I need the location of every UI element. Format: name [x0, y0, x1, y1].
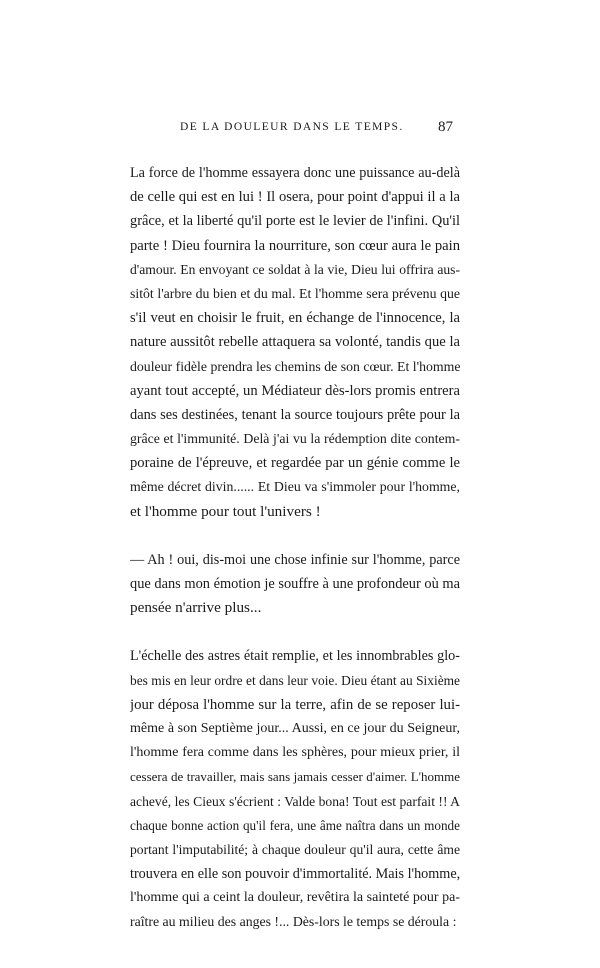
- text-line: s'il veut en choisir le fruit, en échange de l'innocence, la: [130, 310, 460, 327]
- text-line: l'homme qui a ceint la douleur, revêtira la sainteté pour pa-: [130, 890, 460, 906]
- text-line: d'amour. En envoyant ce soldat à la vie, Dieu lui offrira aus-: [130, 261, 460, 277]
- text-line: grâce, et la liberté qu'il porte est le levier de l'infini. Qu'il: [130, 213, 460, 230]
- text-line: même à son Septième jour... Aussi, en ce jour du Seigneur,: [130, 720, 460, 736]
- text-line: bes mis en leur ordre et dans leur voie. Dieu étant au Sixième: [130, 672, 460, 688]
- text-line: L'échelle des astres était remplie, et les innombrables glo-: [130, 648, 460, 665]
- paragraph-2: [130, 548, 460, 621]
- paragraph-gap: [130, 524, 460, 548]
- text-line: dans ses destinées, tenant la source toujours prête pour la: [130, 406, 460, 423]
- text-line: achevé, les Cieux s'écrient : Valde bona! Tout est parfait !! A: [130, 793, 460, 809]
- text-line: trouvera en elle son pouvoir d'immortalité. Mais l'homme,: [130, 866, 460, 883]
- text-line: nature aussitôt rebelle attaquera sa volonté, tandis que la: [130, 334, 460, 351]
- text-line: sitôt l'arbre du bien et du mal. Et l'homme sera prévenu que: [130, 285, 460, 301]
- text-line: même décret divin...... Et Dieu va s'immoler pour l'homme,: [130, 479, 460, 495]
- text-line: de celle qui est en lui ! Il osera, pour point d'appui il a la: [130, 189, 460, 206]
- paragraph-gap: [130, 620, 460, 644]
- text-line: raître au milieu des anges !... Dès-lors le temps se déroula :: [130, 914, 457, 930]
- text-line: grâce et l'immunité. Delà j'ai vu la rédemption dite contem-: [130, 431, 460, 447]
- text-line: jour déposa l'homme sur la terre, afin de se reposer lui-: [130, 696, 460, 713]
- text-line: l'homme fera comme dans les sphères, pour mieux prier, il: [130, 745, 460, 761]
- paragraph-3: [130, 644, 460, 934]
- text-line: chaque bonne action qu'il fera, une âme naîtra dans un monde: [130, 817, 460, 833]
- text-line: La force de l'homme essayera donc une puissance au-delà: [130, 165, 460, 181]
- text-line: que dans mon émotion je souffre à une profondeur où ma: [130, 576, 460, 592]
- text-line: ayant tout accepté, un Médiateur dès-lors promis entrera: [130, 382, 460, 399]
- text-line: cessera de travailler, mais sans jamais cesser d'aimer. L'homme: [130, 769, 460, 785]
- page-header: [0, 121, 600, 141]
- text-line: poraine de l'épreuve, et regardée par un génie comme le: [130, 455, 460, 472]
- body-text: [130, 161, 460, 935]
- running-head: DE LA DOULEUR DANS LE TEMPS.: [180, 121, 404, 133]
- text-line: portant l'imputabilité; à chaque douleur qu'il aura, cette âme: [130, 841, 460, 857]
- text-line: parte ! Dieu fournira la nourriture, son cœur aura le pain: [130, 237, 460, 254]
- text-line: pensée n'arrive plus...: [130, 599, 262, 617]
- text-line: et l'homme pour tout l'univers !: [130, 502, 321, 520]
- page-number: 87: [438, 119, 453, 135]
- paragraph-1: [130, 161, 460, 524]
- text-line: — Ah ! oui, dis-moi une chose infinie sur l'homme, parce: [130, 551, 460, 568]
- text-line: douleur fidèle prendra les chemins de son cœur. Et l'homme: [130, 358, 460, 374]
